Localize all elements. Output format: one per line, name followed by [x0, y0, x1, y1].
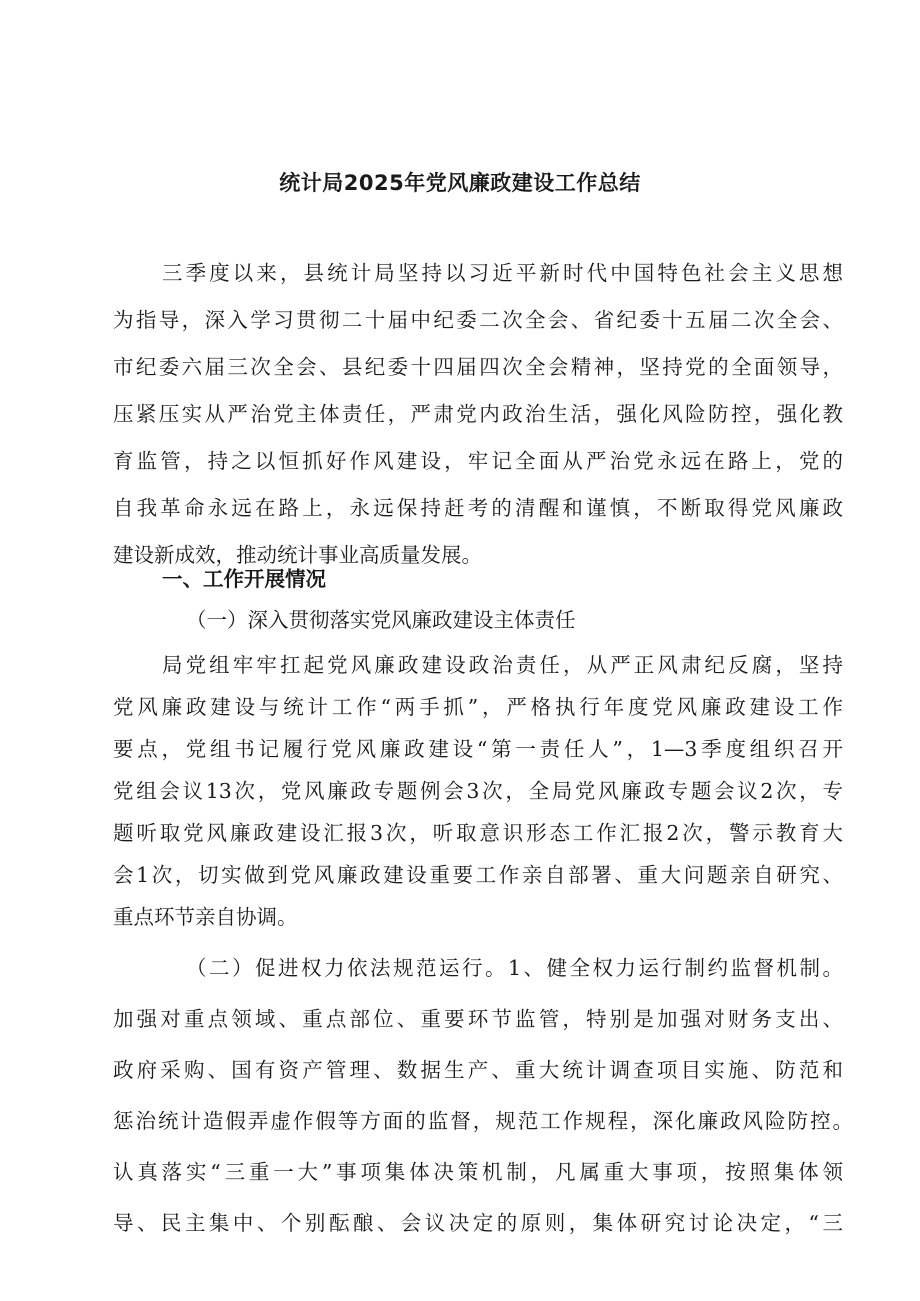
sub1-line-1: 局党组牢牢扛起党风廉政建设政治责任，从严正风肃纪反腐，坚持 — [162, 653, 843, 677]
sub2-line-6: 导、民主集中、个别酝酿、会议决定的原则，集体研究讨论决定，“三 — [113, 1211, 843, 1235]
intro-line-2: 为指导，深入学习贯彻二十届中纪委二次全会、省纪委十五届二次全会、 — [113, 308, 843, 332]
sub2-line-5: 认真落实“三重一大”事项集体决策机制，凡属重大事项，按照集体领 — [113, 1160, 843, 1184]
sub1-line-4: 党组会议13次，党风廉政专题例会3次，全局党风廉政专题会议2次，专 — [113, 779, 843, 803]
intro-line-1: 三季度以来，县统计局坚持以习近平新时代中国特色社会主义思想 — [162, 261, 843, 285]
sub2-line-1: （二）促进权力依法规范运行。1、健全权力运行制约监督机制。 — [186, 956, 843, 980]
section-heading: 一、工作开展情况 — [162, 567, 326, 591]
intro-line-5: 育监管，持之以恒抓好作风建设，牢记全面从严治党永远在路上，党的 — [113, 449, 843, 473]
sub1-line-3: 要点，党组书记履行党风廉政建设“第一责任人”，1—3季度组织召开 — [113, 737, 843, 761]
intro-line-3: 市纪委六届三次全会、县纪委十四届四次全会精神，坚持党的全面领导， — [113, 355, 843, 379]
intro-line-6: 自我革命永远在路上，永远保持赶考的清醒和谨慎，不断取得党风廉政 — [113, 496, 843, 520]
sub2-line-3: 政府采购、国有资产管理、数据生产、重大统计调查项目实施、防范和 — [113, 1058, 843, 1082]
intro-line-7: 建设新成效，推动统计事业高质量发展。 — [113, 543, 482, 567]
sub2-line-2: 加强对重点领域、重点部位、重要环节监管，特别是加强对财务支出、 — [113, 1007, 843, 1031]
sub1-line-6: 会1次，切实做到党风廉政建设重要工作亲自部署、重大问题亲自研究、 — [113, 863, 843, 887]
subsection-heading-1: （一）深入贯彻落实党风廉政建设主体责任 — [186, 608, 576, 632]
sub1-line-2: 党风廉政建设与统计工作“两手抓”，严格执行年度党风廉政建设工作 — [113, 695, 843, 719]
sub1-line-5: 题听取党风廉政建设汇报3次，听取意识形态工作汇报2次，警示教育大 — [113, 821, 843, 845]
sub2-line-4: 惩治统计造假弄虚作假等方面的监督，规范工作规程，深化廉政风险防控。 — [113, 1109, 853, 1133]
sub1-line-7: 重点环节亲自协调。 — [113, 905, 298, 929]
intro-line-4: 压紧压实从严治党主体责任，严肃党内政治生活，强化风险防控，强化教 — [113, 402, 843, 426]
document-title: 统计局2025年党风廉政建设工作总结 — [279, 171, 641, 195]
